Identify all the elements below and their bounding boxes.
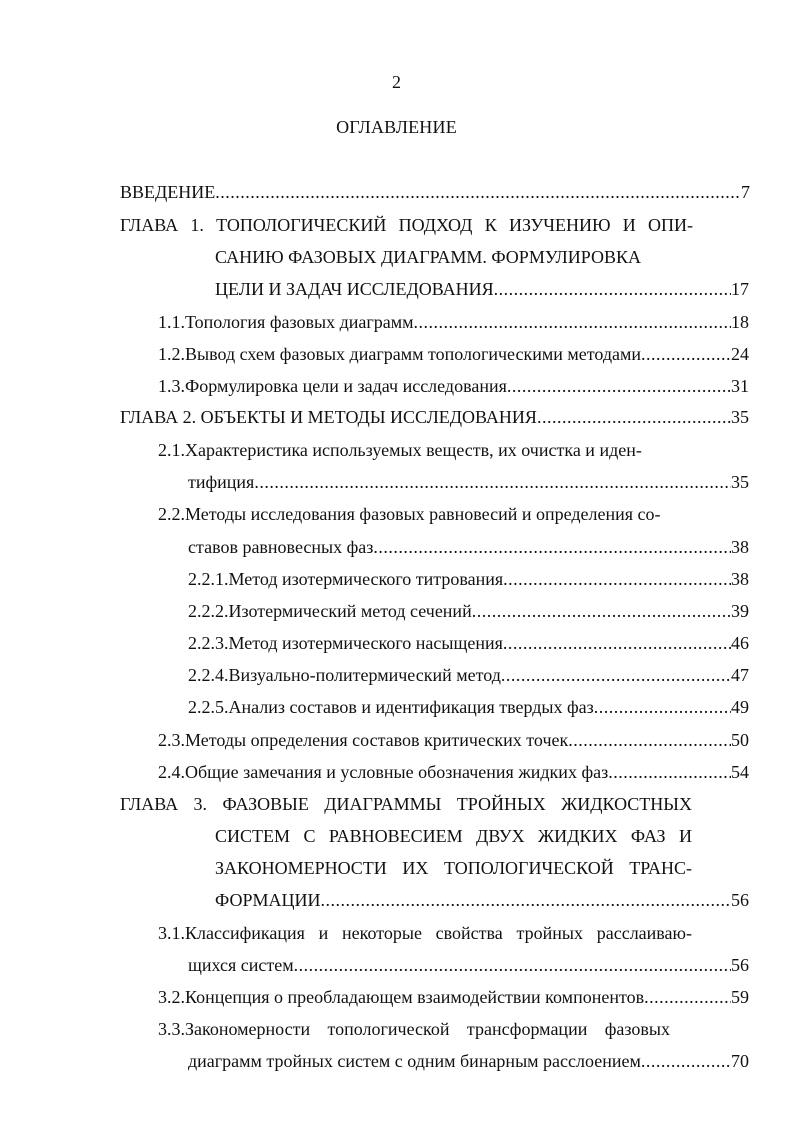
toc-entry-page: 35 bbox=[731, 407, 749, 427]
toc-entry-section-3-1-line-1: 3.1.Классификация и некоторые свойства тройных расслаиваю- bbox=[158, 923, 692, 943]
toc-entry-section-2-1-line-2 bbox=[188, 471, 749, 493]
toc-entry-section-2-2-5 bbox=[188, 696, 749, 718]
toc-entry-chapter-1-line-3 bbox=[215, 278, 749, 300]
toc-leader bbox=[503, 568, 731, 590]
toc-leader bbox=[594, 696, 731, 718]
toc-entry-text: ВВЕДЕНИЕ bbox=[120, 182, 216, 202]
toc-entry-section-2-2-4 bbox=[188, 664, 749, 686]
toc-entry-page: 46 bbox=[731, 633, 749, 653]
toc-entry-page: 56 bbox=[731, 955, 749, 975]
toc-leader bbox=[414, 311, 732, 333]
toc-entry-text: 2.2.1.Метод изотермического титрования bbox=[188, 569, 504, 589]
toc-entry-chapter-3-line-1: ГЛАВА 3. ФАЗОВЫЕ ДИАГРАММЫ ТРОЙНЫХ ЖИДКОСТНЫХ bbox=[120, 794, 692, 814]
toc-entry-chapter-3-line-3: ЗАКОНОМЕРНОСТИ ИХ ТОПОЛОГИЧЕСКОЙ ТРАНС- bbox=[215, 858, 692, 878]
toc-leader bbox=[472, 600, 731, 622]
toc-entry-text: 2.2.4.Визуально-политермический метод bbox=[188, 665, 501, 685]
toc-leader bbox=[373, 536, 731, 558]
toc-entry-text: щихся систем bbox=[188, 955, 294, 975]
toc-entry-section-2-2-3 bbox=[188, 632, 749, 654]
toc-entry-section-2-2-2 bbox=[188, 600, 749, 622]
toc-entry-section-3-1-line-2 bbox=[188, 954, 749, 976]
toc-entry-page: 56 bbox=[731, 890, 749, 910]
toc-entry-section-2-2-line-2 bbox=[188, 536, 749, 558]
toc-entry-text: 1.3.Формулировка цели и задач исследования bbox=[158, 376, 507, 396]
toc-entry-text: ставов равновесных фаз bbox=[188, 537, 374, 557]
toc-entry-text: 2.2.3.Метод изотермического насыщения bbox=[188, 633, 503, 653]
toc-entry-section-2-1-line-1: 2.1.Характеристика используемых веществ, их очистка и иден- bbox=[158, 440, 642, 460]
toc-entry-section-3-3-line-1: 3.3.Закономерности топологической трансформации фазовых bbox=[158, 1019, 670, 1039]
toc-entry-section-1-3 bbox=[158, 375, 749, 397]
toc-entry-section-3-2 bbox=[158, 986, 749, 1008]
toc-entry-text: диаграмм тройных систем с одним бинарным расслоением bbox=[188, 1051, 641, 1071]
toc-entry-chapter-2 bbox=[120, 406, 749, 428]
toc-entry-page: 31 bbox=[731, 376, 749, 396]
toc-entry-page: 7 bbox=[741, 182, 750, 202]
toc-entry-text: 1.2.Вывод схем фазовых диаграмм топологическими методами bbox=[158, 344, 642, 364]
toc-entry-text: 2.2.5.Анализ составов и идентификация твердых фаз bbox=[188, 697, 594, 717]
toc-entry-page: 18 bbox=[731, 312, 749, 332]
toc-entry-text: 2.2.2.Изотермический метод сечений bbox=[188, 601, 472, 621]
toc-leader bbox=[641, 343, 731, 365]
toc-entry-text: 2.4.Общие замечания и условные обозначения жидких фаз bbox=[158, 762, 609, 782]
toc-leader bbox=[537, 406, 731, 428]
toc-leader bbox=[507, 375, 731, 397]
toc-entry-section-2-2-line-1: 2.2.Методы исследования фазовых равновесий и определения со- bbox=[158, 504, 661, 524]
toc-leader bbox=[494, 278, 731, 300]
toc-entry-page: 50 bbox=[731, 730, 749, 750]
toc-entry-section-2-3 bbox=[158, 729, 749, 751]
toc-entry-chapter-3-line-2: СИСТЕМ С РАВНОВЕСИЕМ ДВУХ ЖИДКИХ ФАЗ И bbox=[215, 826, 692, 846]
toc-entry-page: 49 bbox=[731, 697, 749, 717]
toc-entry-chapter-3-line-4 bbox=[215, 889, 749, 911]
toc-leader bbox=[503, 632, 731, 654]
toc-entry-section-1-1 bbox=[158, 311, 749, 333]
toc-entry-text: ФОРМАЦИИ bbox=[215, 890, 321, 910]
toc-entry-text: 1.1.Топология фазовых диаграмм bbox=[158, 312, 414, 332]
toc-leader bbox=[254, 471, 731, 493]
toc-entry-intro bbox=[120, 181, 750, 203]
toc-entry-page: 59 bbox=[731, 987, 749, 1007]
toc-entry-page: 38 bbox=[731, 537, 749, 557]
toc-entry-chapter-1-line-2: САНИЮ ФАЗОВЫХ ДИАГРАММ. ФОРМУЛИРОВКА bbox=[215, 247, 641, 267]
toc-leader bbox=[215, 181, 741, 203]
toc-entry-section-3-3-line-2 bbox=[188, 1050, 749, 1072]
toc-entry-section-2-4 bbox=[158, 761, 749, 783]
toc-entry-page: 70 bbox=[731, 1051, 749, 1071]
toc-leader bbox=[501, 664, 731, 686]
toc-title: ОГЛАВЛЕНИЕ bbox=[336, 117, 457, 137]
toc-entry-text: тифиция bbox=[188, 472, 255, 492]
toc-entry-section-1-2 bbox=[158, 343, 749, 365]
toc-entry-text: ЦЕЛИ И ЗАДАЧ ИССЛЕДОВАНИЯ bbox=[215, 279, 494, 299]
toc-leader bbox=[320, 889, 731, 911]
toc-entry-text: 3.2.Концепция о преобладающем взаимодействии компонентов bbox=[158, 987, 645, 1007]
toc-leader bbox=[608, 761, 731, 783]
page-number: 2 bbox=[392, 72, 401, 92]
toc-leader bbox=[568, 729, 731, 751]
toc-entry-page: 35 bbox=[731, 472, 749, 492]
toc-entry-chapter-1-line-1: ГЛАВА 1. ТОПОЛОГИЧЕСКИЙ ПОДХОД К ИЗУЧЕНИЮ И ОПИ- bbox=[120, 215, 693, 235]
toc-leader bbox=[644, 986, 731, 1008]
toc-entry-page: 47 bbox=[731, 665, 749, 685]
toc-entry-page: 38 bbox=[731, 569, 749, 589]
toc-entry-section-2-2-1 bbox=[188, 568, 749, 590]
toc-entry-text: ГЛАВА 2. ОБЪЕКТЫ И МЕТОДЫ ИССЛЕДОВАНИЯ bbox=[120, 407, 537, 427]
toc-leader bbox=[294, 954, 731, 976]
toc-entry-page: 39 bbox=[731, 601, 749, 621]
toc-entry-page: 54 bbox=[731, 762, 749, 782]
toc-leader bbox=[641, 1050, 731, 1072]
toc-entry-page: 17 bbox=[731, 279, 749, 299]
toc-entry-page: 24 bbox=[731, 344, 749, 364]
toc-entry-text: 2.3.Методы определения составов критических точек bbox=[158, 730, 569, 750]
